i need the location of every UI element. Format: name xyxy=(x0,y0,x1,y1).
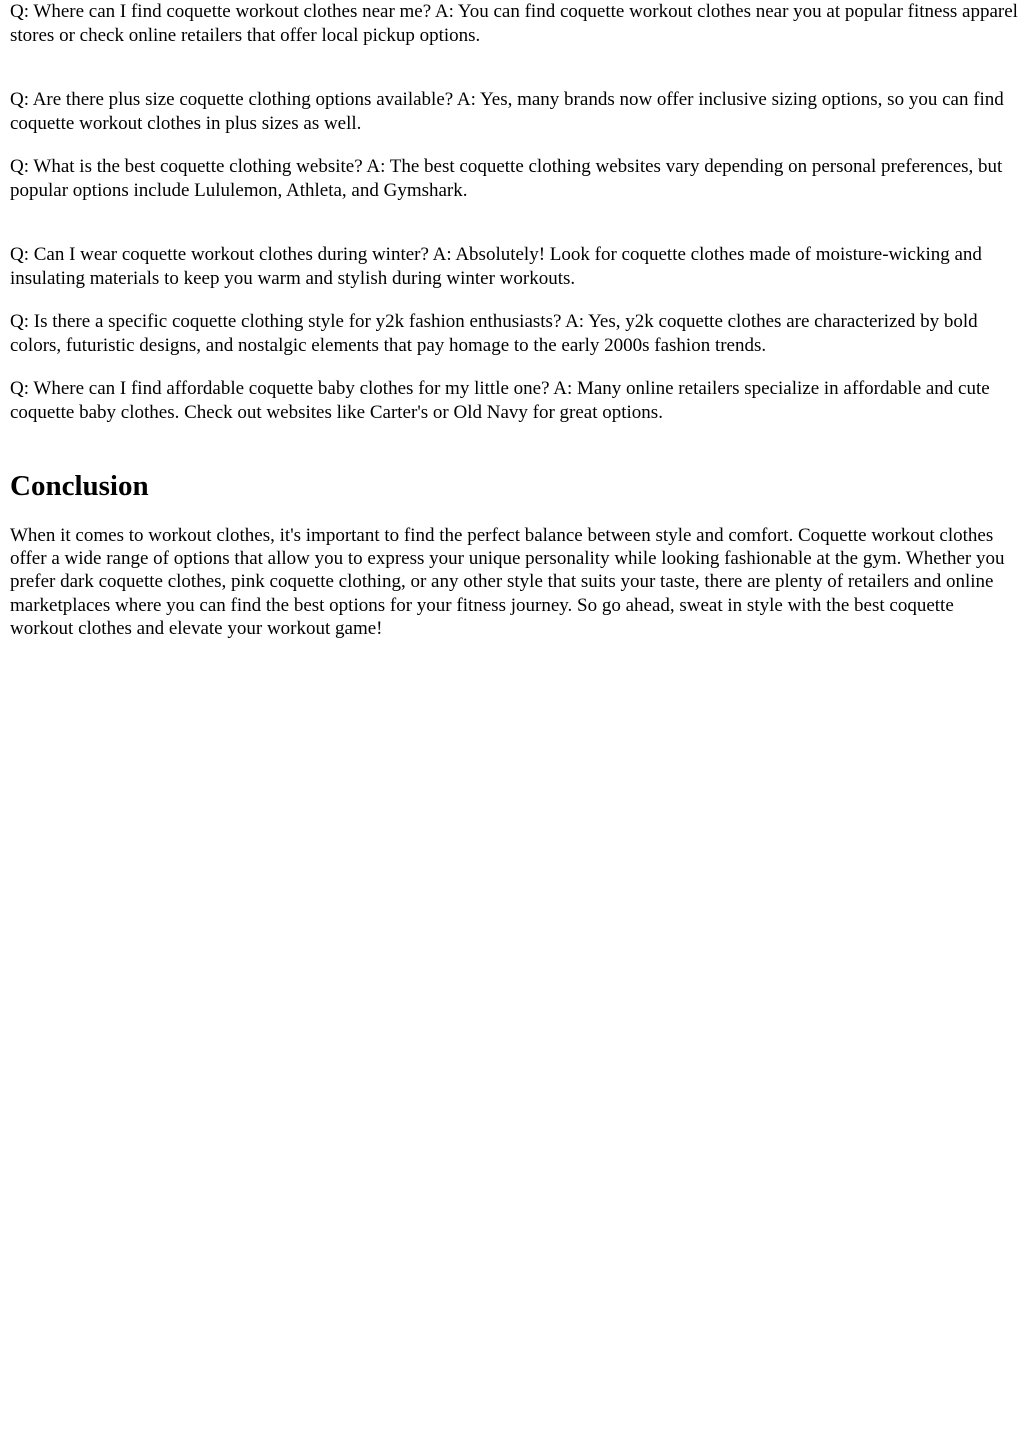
faq-section xyxy=(10,0,1018,424)
conclusion-heading: Conclusion xyxy=(10,470,149,502)
faq-item-baby-clothes: Q: Where can I find affordable coquette baby clothes for my little one? A: Many online retailers specialize in affordable and cute coquette baby clothes. Check out websites like Carter's or Old Navy for great options. xyxy=(10,378,990,423)
faq-item-y2k: Q: Is there a specific coquette clothing style for y2k fashion enthusiasts? A: Yes, y2k coquette clothes are characterized by bold colors, futuristic designs, and nostalgic elements that pay homage to the early 2000s fashion trends. xyxy=(10,311,978,356)
faq-item-plus-size: Q: Are there plus size coquette clothing options available? A: Yes, many brands now offer inclusive sizing options, so you can find coquette workout clothes in plus sizes as well. xyxy=(10,89,1004,134)
faq-item-winter: Q: Can I wear coquette workout clothes during winter? A: Absolutely! Look for coquette clothes made of moisture-wicking and insulating materials to keep you warm and stylish during winter workouts. xyxy=(10,244,982,289)
document-page xyxy=(10,0,1018,640)
conclusion-paragraph: When it comes to workout clothes, it's important to find the perfect balance between style and comfort. Coquette workout clothes offer a wide range of options that allow you to express your unique personality while looking fashionable at the gym. Whether you prefer dark coquette clothes, pink coquette clothing, or any other style that suits your taste, there are plenty of retailers and online marketplaces where you can find the best options for your fitness journey. So go ahead, sweat in style with the best coquette workout clothes and elevate your workout game! xyxy=(10,525,1005,639)
faq-item-best-website: Q: What is the best coquette clothing website? A: The best coquette clothing websites vary depending on personal preferences, but popular options include Lululemon, Athleta, and Gymshark. xyxy=(10,156,1003,201)
faq-item-near-me: Q: Where can I find coquette workout clothes near me? A: You can find coquette workout clothes near you at popular fitness apparel stores or check online retailers that offer local pickup options. xyxy=(10,1,1018,46)
